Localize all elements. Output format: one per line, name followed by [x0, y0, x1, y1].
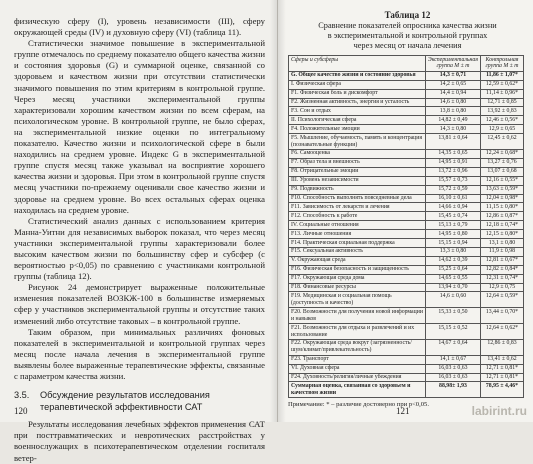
row-control-value: 13,41 ± 0,62	[481, 355, 524, 364]
row-sphere-name: F23. Транспорт	[289, 355, 426, 364]
row-sphere-name: I. Физическая сфера	[289, 80, 426, 89]
page-number-left: 120	[14, 406, 28, 416]
row-control-value: 12,9 ± 0,75	[481, 283, 524, 292]
row-control-value: 12,04 ± 0,98*	[481, 194, 524, 203]
row-control-value: 12,71 ± 0,85	[481, 98, 524, 107]
row-experimental-value: 15,33 ± 0,50	[425, 308, 480, 324]
row-experimental-value: 14,3 ± 0,80	[425, 125, 480, 134]
row-sphere-name: F14. Практическая социальная поддержка	[289, 239, 426, 248]
row-control-value: 11,14 ± 0,96*	[481, 89, 524, 98]
table-row	[289, 265, 524, 274]
table-caption: Сравнение показателей опросника качества жизни в экспериментальной и контрольной группах через месяц от начала лечения	[318, 21, 497, 50]
row-sphere-name: II. Психологическая сфера	[289, 116, 426, 125]
table-row	[289, 274, 524, 283]
row-sphere-name: F10. Способность выполнять повседневные дела	[289, 194, 426, 203]
row-control-value: 12,15 ± 0,80*	[481, 230, 524, 239]
row-experimental-value: 15,72 ± 0,59	[425, 185, 480, 194]
section-heading	[14, 390, 265, 413]
table-row	[289, 149, 524, 158]
paragraph: Статистический анализ данных с использованием критерия Манна-Уитни для независимых выборок показал, что через месяц участники экспериментальной группы характеризовали более высоким качеством жизни по большинству сфер и субсфер (с вероятностью p<0,05) по сравнению с участниками контрольной группы (таблица 12).	[14, 215, 265, 282]
row-control-value: 12,81 ± 0,67*	[481, 256, 524, 265]
table-row	[289, 194, 524, 203]
row-experimental-value: 14,3 ± 0,71	[425, 71, 480, 80]
row-sphere-name: F11. Зависимость от лекарств и лечения	[289, 203, 426, 212]
row-experimental-value: 13,72 ± 0,96	[425, 167, 480, 176]
table-row	[289, 134, 524, 150]
row-sphere-name: F21. Возможности для отдыха и развлечений и их использование	[289, 324, 426, 340]
table-row	[289, 292, 524, 308]
closing-paragraph: Результаты исследования лечебных эффектов применения САТ при посттравматических и невротических расстройствах у военнослужащих в психотерапевтическом отделении госпиталя ветер-	[14, 419, 265, 463]
paragraph: Таким образом, при минимальных различиях фоновых показателей в экспериментальной и контрольной группах через месяц после начала лечения в экспериментальной группе выявлены более выраженные терапевтические эффекты, связанные с параметром качества жизни.	[14, 326, 265, 381]
row-sphere-name: F12. Способность к работе	[289, 212, 426, 221]
section-title: Обсуждение результатов исследования терапевтической эффективности САТ	[40, 390, 210, 412]
row-experimental-value: 14,67 ± 0,64	[425, 339, 480, 355]
row-sphere-name: F1. Физическая боль и дискомфорт	[289, 89, 426, 98]
table-row	[289, 324, 524, 340]
table-row	[289, 107, 524, 116]
row-experimental-value: 15,15 ± 0,52	[425, 324, 480, 340]
row-control-value: 12,18 ± 0,74*	[481, 221, 524, 230]
table-row	[289, 382, 524, 398]
row-experimental-value: 13,81 ± 0,64	[425, 134, 480, 150]
table-row	[289, 256, 524, 265]
row-control-value: 13,44 ± 0,70*	[481, 308, 524, 324]
row-sphere-name: F20. Возможности для получения новой информации и навыков	[289, 308, 426, 324]
table-row	[289, 116, 524, 125]
row-control-value: 12,64 ± 0,62*	[481, 324, 524, 340]
row-experimental-value: 14,1 ± 0,67	[425, 355, 480, 364]
row-control-value: 12,64 ± 0,59*	[481, 292, 524, 308]
table-row	[289, 203, 524, 212]
row-sphere-name: F2. Жизненная активность, энергия и усталость	[289, 98, 426, 107]
row-sphere-name: F16. Физическая безопасность и защищенность	[289, 265, 426, 274]
row-control-value: 12,46 ± 0,56*	[481, 116, 524, 125]
row-experimental-value: 13,94 ± 0,70	[425, 283, 480, 292]
row-experimental-value: 14,65 ± 0,55	[425, 274, 480, 283]
table-row	[289, 247, 524, 256]
row-sphere-name: V. Окружающая среда	[289, 256, 426, 265]
row-experimental-value: 14,95 ± 0,80	[425, 230, 480, 239]
row-control-value: 11,86 ± 1,07*	[481, 71, 524, 80]
row-experimental-value: 14,6 ± 0,80	[425, 98, 480, 107]
row-control-value: 12,16 ± 0,55*	[481, 176, 524, 185]
row-sphere-name: III. Уровень независимости	[289, 176, 426, 185]
table-label: Таблица 12	[384, 10, 431, 20]
row-experimental-value: 15,45 ± 0,74	[425, 212, 480, 221]
table-row	[289, 339, 524, 355]
row-sphere-name: Суммарная оценка, связанная со здоровьем и качеством жизни	[289, 382, 426, 398]
row-experimental-value: 14,4 ± 0,94	[425, 89, 480, 98]
table-row	[289, 98, 524, 107]
table-row	[289, 221, 524, 230]
row-sphere-name: F3. Сон и отдых	[289, 107, 426, 116]
page-number-right: 121	[396, 406, 410, 416]
paragraph: физическую сферу (I), уровень независимости (III), сферу окружающей среды (IV) и духовную сферу (VI) (таблица 11).	[14, 16, 265, 38]
table-row	[289, 355, 524, 364]
row-sphere-name: F4. Положительные эмоции	[289, 125, 426, 134]
row-experimental-value: 13,8 ± 0,80	[425, 107, 480, 116]
header-spheres: Сферы и субсферы	[289, 56, 426, 72]
table-row	[289, 185, 524, 194]
row-control-value: 11,9 ± 0,98	[481, 247, 524, 256]
row-control-value: 11,15 ± 0,80*	[481, 203, 524, 212]
row-sphere-name: F24. Духовность/религия/личные убеждения	[289, 373, 426, 382]
row-control-value: 12,82 ± 0,84*	[481, 265, 524, 274]
row-sphere-name: G. Общее качество жизни и состояние здоровья	[289, 71, 426, 80]
paragraph: Статистически значимое повышение в экспериментальной группе отмечалось по среднему показателю общего качества жизни и состояния здоровья (G) и суммарной оценке, связанной со здоровьем и качеством жизни при отсутствии статистически значимого повышения по этим критериям в контрольной группе. Через месяц участники экспериментальной группы характеризовали хорошим качеством жизни по всем сферам, на психологическом уровне. В контрольной группе, не было сферах, на экспериментальной низкие оценки по интегральному показателю. Качество жизни и психологической сфере в были находились на среднем уровне. Индекс G в экспериментальной группе спустя месяц также указывал на восприятие хорошего качества жизни и здоровья. При этом в контрольной группе спустя месяц участники по-прежнему оценивали свое качество жизни и здоровье на среднем уровне. Во всех остальных сферах оценка находилась на среднем уровне.	[14, 38, 265, 215]
row-experimental-value: 14,6 ± 0,60	[425, 292, 480, 308]
paragraph: Рисунок 24 демонстрирует выраженные положительные изменения показателей ВОЗКЖ-100 в большинстве измеряемых сфер у участников экспериментальной группы и отсутствие таких изменений либо отсутствие таковых – в контрольной группе.	[14, 282, 265, 326]
row-experimental-value: 14,35 ± 0,65	[425, 149, 480, 158]
table-row	[289, 125, 524, 134]
row-control-value: 12,86 ± 0,87*	[481, 212, 524, 221]
header-control: Контрольная группа M ± m	[481, 56, 524, 72]
row-control-value: 12,24 ± 0,68*	[481, 149, 524, 158]
row-experimental-value: 14,95 ± 0,91	[425, 158, 480, 167]
table-row	[289, 283, 524, 292]
row-sphere-name: F5. Мышление, обучаемость, память и концентрация (познавательные функции)	[289, 134, 426, 150]
row-control-value: 12,9 ± 0,65	[481, 125, 524, 134]
row-sphere-name: F19. Медицинская и социальная помощь (доступность и качество)	[289, 292, 426, 308]
row-sphere-name: F15. Сексуальная активность	[289, 247, 426, 256]
table-row	[289, 89, 524, 98]
row-experimental-value: 15,25 ± 0,64	[425, 265, 480, 274]
table-row	[289, 308, 524, 324]
row-experimental-value: 15,13 ± 0,79	[425, 221, 480, 230]
row-sphere-name: F6. Самооценка	[289, 149, 426, 158]
row-control-value: 13,63 ± 0,59*	[481, 185, 524, 194]
row-experimental-value: 14,82 ± 0,49	[425, 116, 480, 125]
section-number: 3.5.	[14, 390, 30, 401]
row-experimental-value: 15,15 ± 0,94	[425, 239, 480, 248]
row-control-value: 12,86 ± 0,83	[481, 339, 524, 355]
table-body	[289, 71, 524, 397]
table-row	[289, 71, 524, 80]
row-sphere-name: F17. Окружающая среда дома	[289, 274, 426, 283]
left-page-text	[14, 16, 265, 382]
row-control-value: 12,45 ± 0,62	[481, 134, 524, 150]
header-experimental: Экспериментальная группа M ± m	[425, 56, 480, 72]
watermark: labirint.ru	[471, 404, 527, 418]
table-row	[289, 373, 524, 382]
row-control-value: 12,71 ± 0,81*	[481, 373, 524, 382]
row-sphere-name: VI. Духовная сфера	[289, 364, 426, 373]
table-row	[289, 364, 524, 373]
right-page	[278, 0, 533, 422]
row-experimental-value: 16,10 ± 0,61	[425, 194, 480, 203]
row-experimental-value: 14,2 ± 0,65	[425, 80, 480, 89]
row-control-value: 13,1 ± 0,80	[481, 239, 524, 248]
row-control-value: 12,31 ± 0,74*	[481, 274, 524, 283]
row-control-value: 13,27 ± 0,76	[481, 158, 524, 167]
row-control-value: 13,92 ± 0,83	[481, 107, 524, 116]
table-row	[289, 167, 524, 176]
results-table	[288, 55, 524, 398]
table-row	[289, 230, 524, 239]
table-row	[289, 212, 524, 221]
table-header-row	[289, 56, 524, 72]
table-row	[289, 80, 524, 89]
table-row	[289, 158, 524, 167]
row-sphere-name: F18. Финансовые ресурсы	[289, 283, 426, 292]
row-sphere-name: F13. Личные отношения	[289, 230, 426, 239]
table-note: Примечание: * – различие достоверно при p<0,05.	[288, 401, 429, 409]
row-control-value: 13,07 ± 0,68	[481, 167, 524, 176]
row-experimental-value: 15,57 ± 0,73	[425, 176, 480, 185]
row-experimental-value: 14,62 ± 0,39	[425, 256, 480, 265]
row-experimental-value: 14,66 ± 0,94	[425, 203, 480, 212]
row-sphere-name: F9. Подвижность	[289, 185, 426, 194]
row-sphere-name: F8. Отрицательные эмоции	[289, 167, 426, 176]
table-row	[289, 239, 524, 248]
row-sphere-name: IV. Социальные отношения	[289, 221, 426, 230]
row-experimental-value: 13,3 ± 0,80	[425, 247, 480, 256]
row-sphere-name: F22. Окружающая среда вокруг (загрязненность/шум/климат/привлекательность)	[289, 339, 426, 355]
row-control-value: 12,59 ± 0,62*	[481, 80, 524, 89]
row-control-value: 78,95 ± 4,46*	[481, 382, 524, 398]
row-experimental-value: 16,03 ± 0,63	[425, 364, 480, 373]
row-experimental-value: 16,03 ± 0,63	[425, 373, 480, 382]
row-control-value: 12,71 ± 0,81*	[481, 364, 524, 373]
row-experimental-value: 88,98± 1,93	[425, 382, 480, 398]
row-sphere-name: F7. Образ тела и внешность	[289, 158, 426, 167]
table-row	[289, 176, 524, 185]
